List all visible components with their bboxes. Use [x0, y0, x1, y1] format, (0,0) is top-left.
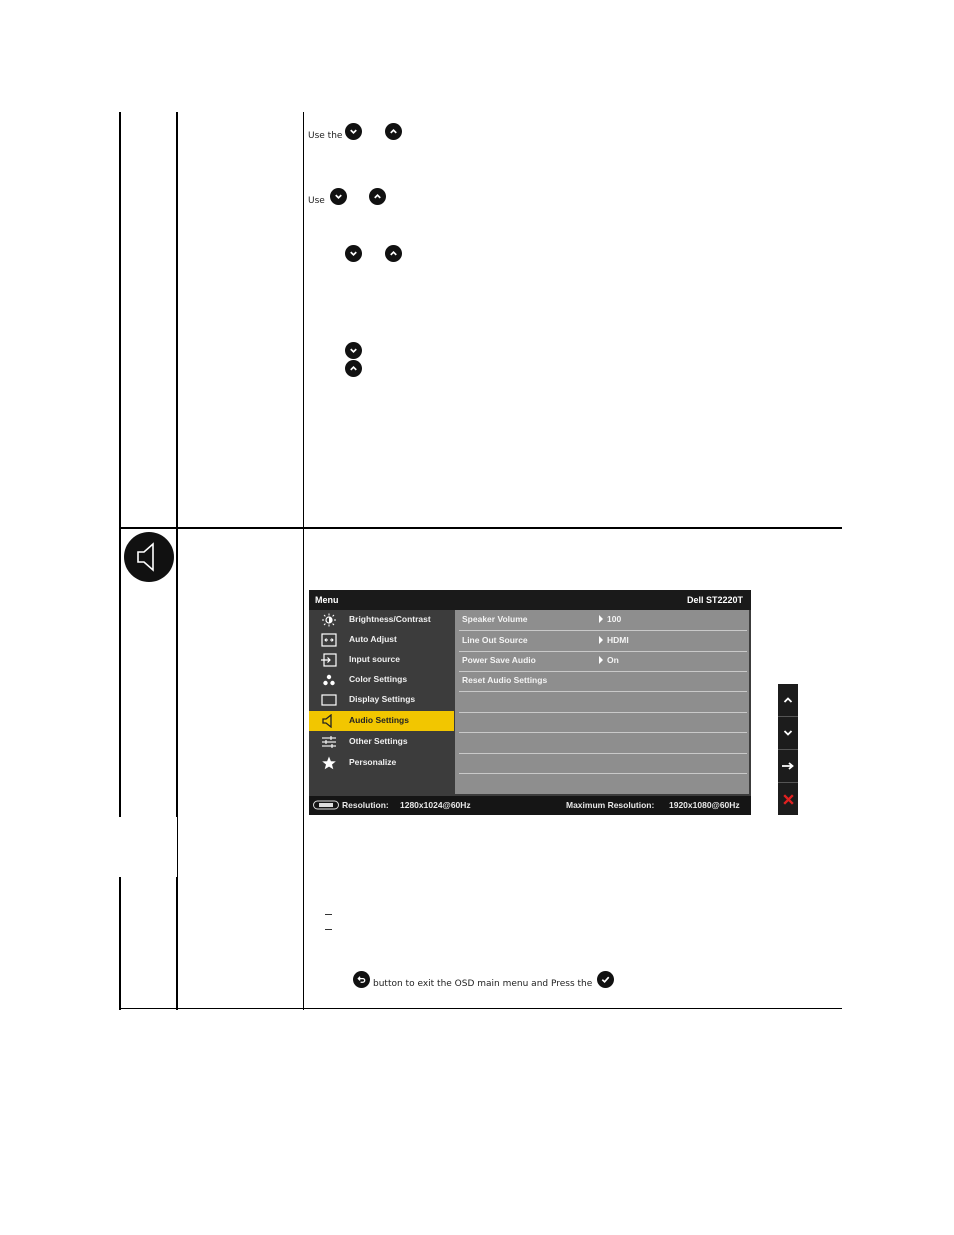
- osd-exit-button[interactable]: [778, 783, 798, 815]
- setting-line-out-source[interactable]: Line Out Source HDMI: [459, 631, 747, 652]
- input-source-icon: [321, 653, 337, 667]
- osd-enter-button[interactable]: [778, 750, 798, 782]
- menu-item-personalize[interactable]: Personalize: [309, 753, 454, 773]
- arrow-right-icon: [599, 656, 603, 664]
- connector-icon: [313, 800, 339, 810]
- menu-item-audio-settings[interactable]: Audio Settings: [309, 711, 454, 731]
- resolution-value: 1280x1024@60Hz: [400, 800, 471, 810]
- down-button-icon: [345, 123, 362, 140]
- exit-instruction-text: button to exit the OSD main menu and Press the: [373, 979, 593, 989]
- osd-menu: [309, 590, 751, 815]
- close-icon: [782, 793, 795, 806]
- up-button-icon: [385, 245, 402, 262]
- up-button-icon: [385, 123, 402, 140]
- table-row-divider: [119, 527, 842, 529]
- max-resolution-value: 1920x1080@60Hz: [669, 800, 740, 810]
- setting-power-save-audio[interactable]: Power Save Audio On: [459, 651, 747, 672]
- brightness-icon: [321, 613, 337, 627]
- osd-header: [309, 590, 751, 610]
- back-button-icon: [353, 971, 370, 988]
- display-settings-icon: [321, 693, 337, 707]
- menu-item-other-settings[interactable]: Other Settings: [309, 732, 454, 752]
- down-button-icon: [345, 342, 362, 359]
- instruction-use-the: Use the: [308, 131, 343, 141]
- setting-reset-audio-settings[interactable]: Reset Audio Settings: [459, 671, 747, 692]
- menu-item-auto-adjust[interactable]: Auto Adjust: [309, 630, 454, 650]
- arrow-right-icon: [599, 636, 603, 644]
- chevron-down-icon: [782, 727, 794, 739]
- osd-button-bar: [778, 684, 798, 815]
- max-resolution-label: Maximum Resolution:: [566, 800, 655, 810]
- table-bottom-border: [119, 1008, 842, 1009]
- star-icon: [321, 756, 337, 770]
- speaker-icon: [124, 532, 174, 582]
- list-dash: [325, 929, 332, 930]
- menu-item-color-settings[interactable]: Color Settings: [309, 670, 454, 690]
- osd-down-button[interactable]: [778, 717, 798, 749]
- chevron-up-icon: [782, 694, 794, 706]
- osd-up-button[interactable]: [778, 684, 798, 716]
- table-border-col3: [303, 112, 304, 1010]
- menu-item-brightness-contrast[interactable]: Brightness/Contrast: [309, 610, 454, 630]
- empty-row: [459, 733, 747, 754]
- empty-row: [459, 753, 747, 774]
- setting-speaker-volume[interactable]: Speaker Volume 100: [459, 610, 747, 631]
- instruction-use: Use: [308, 196, 325, 206]
- osd-footer: [309, 796, 751, 815]
- up-button-icon: [345, 360, 362, 377]
- speaker-icon: [321, 714, 337, 728]
- color-settings-icon: [321, 673, 337, 687]
- arrow-right-icon: [599, 615, 603, 623]
- audio-settings-panel: [455, 610, 749, 794]
- auto-adjust-icon: [321, 633, 337, 647]
- menu-item-input-source[interactable]: Input source: [309, 650, 454, 670]
- resolution-label: Resolution:: [342, 800, 389, 810]
- list-dash: [325, 914, 332, 915]
- osd-model-name: Dell ST2220T: [686, 595, 743, 605]
- other-settings-icon: [321, 735, 337, 749]
- osd-menu-title: Menu: [315, 595, 339, 605]
- arrow-right-icon: [781, 760, 795, 772]
- table-gap: [119, 817, 177, 877]
- up-button-icon: [369, 188, 386, 205]
- menu-item-display-settings[interactable]: Display Settings: [309, 690, 454, 710]
- check-button-icon: [597, 971, 614, 988]
- down-button-icon: [345, 245, 362, 262]
- empty-row: [459, 692, 747, 713]
- down-button-icon: [330, 188, 347, 205]
- empty-row: [459, 712, 747, 733]
